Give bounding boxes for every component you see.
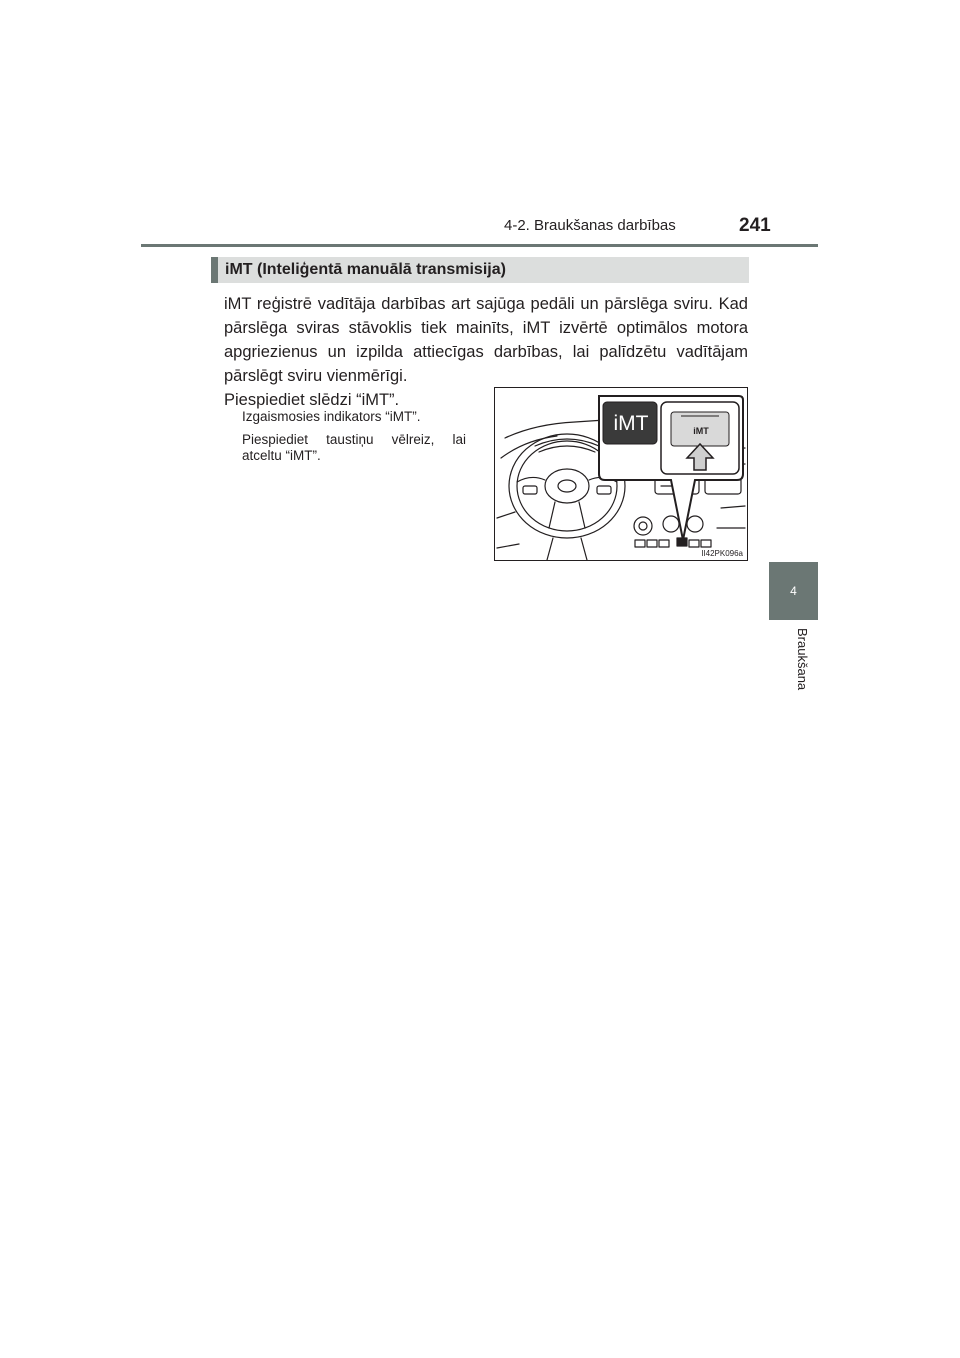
note-press-again-cancel: Piespiediet taustiņu vēlreiz, lai atceltu “iMT”.: [242, 432, 466, 463]
imt-button-graphic: [661, 402, 739, 474]
header-divider: [141, 244, 818, 247]
chapter-tab-number: 4: [769, 562, 818, 620]
imt-switch-illustration: [494, 387, 748, 561]
chapter-tab-label: Braukšana: [795, 628, 810, 691]
instruction-step: Piespiediet slēdzi “iMT”.: [224, 391, 400, 409]
section-title: iMT (Inteliģentā manuālā transmisija): [225, 261, 506, 278]
figure-code: II42PK096a: [701, 549, 743, 558]
imt-indicator-label: iMT: [613, 412, 649, 435]
running-header: 4-2. Braukšanas darbības: [504, 217, 676, 234]
section-heading-accent: [211, 257, 218, 283]
section-heading-bar: [211, 257, 749, 283]
page-number: 241: [739, 215, 771, 236]
note-indicator-lights: Izgaismosies indikators “iMT”.: [242, 409, 421, 424]
imt-button-label: iMT: [693, 426, 709, 436]
section-body-paragraph: iMT reģistrē vadītāja darbības art sajūga pedāli un pārslēga sviru. Kad pārslēga sviras stāvoklis tiek mainīts, iMT izvērtē optimālos motora apgriezienus un izpilda attiecīgas darbības, lai palīdzētu vadītājam pārslēgt sviru vienmērīgi.: [224, 295, 748, 385]
